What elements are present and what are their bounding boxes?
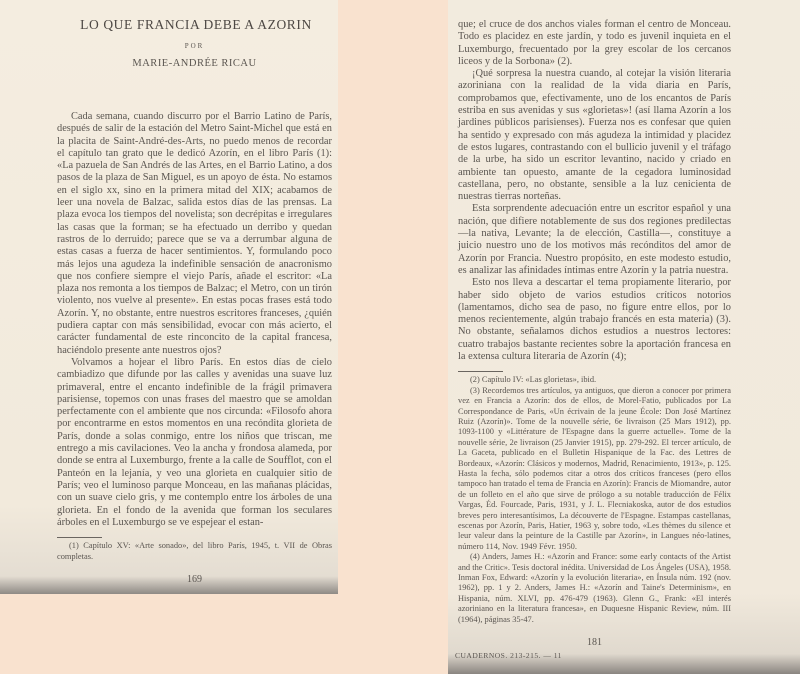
paragraph: ¡Qué sorpresa la nuestra cuando, al cotejar la visión literaria azoriniana con la realidad de la vida diaria en París, comprobamos que, efectivamente, uno de los encantos de París estriba en sus avenidas y sus «glorietas»! (así llama Azorín a los jardines públicos parisienses). Fuerza nos es confesar que quien ha sentido y expresado con más agudeza la intimidad y placidez de estos lugares, contrastando con el bullicio juvenil y el tráfago de la urbe, ha sido un escritor levantino, nacido y criado en ambiente tan opuesto, amante de la cegadora luminosidad castellana, pero, no obstante, sensible a la luz cenicienta de nuestras tierras norteñas. (458, 68, 731, 203)
footnote-rule (57, 537, 102, 538)
footnote: (3) Recordemos tres artículos, ya antiguos, que dieron a conocer por primera vez en Francia a Azorín: dos de ellos, de Morel-Fatio, publicados por La Correspondance de Paris, «Un écrivain de la jeune École: Don José Martínez Ruiz (Azorín)». Tome de la nouvelle série, 6e livraison (25 Mars 1912), pp. 1093-1100 y «Littérature de l'Espagne dans la guerre actuelle». Tome de la nouvelle série, 2e livraison (25 Janvier 1915), pp. 279-292. El tercer artículo, de La Gaceta, publicado en el Bulletin Hispanique de la Fac. des Lettres de Bordeaux, «Azorín: Clásicos y modernos, Madrid, Renacimiento, 1913», p. 125. Hasta la fecha, sólo podemos citar a otros dos críticos franceses (pero ellos tampoco han tratado el tema de Francia en Azorín): Francis de Miomandre, autor de un folleto en el año que sirve de prólogo a su notable traducción de Félix Vargas, Éd. Fourcade, Paris, 1931, y J. L. Flecniakoska, autor de dos estudios breves pero interesantísimos, La découverte de l'Espagne. Estampas castellanas, escenas por Azorín, Paris, Hatier, 1963 y, sobre todo, «Les thèmes du silence et leur valeur dans la peinture de la Castille par Azorín», in Langues néo-latines, número 114, Nov. 1949 Févr. 1950. (458, 385, 731, 551)
article-author: MARIE-ANDRÉE RICAU (132, 58, 257, 69)
right-body-text (458, 19, 731, 363)
printer-signature: CUADERNOS. 213-215. — 11 (455, 651, 562, 661)
footnote: (2) Capítulo IV: «Las glorietas», ibid. (470, 375, 597, 385)
page-number-left: 169 (187, 573, 202, 585)
left-page (0, 0, 338, 594)
right-footnotes (458, 375, 731, 625)
paragraph: que; el cruce de dos anchos viales forman el centro de Monceau. Todo es placidez en este jardín, y todo es juvenil inquieta en el Luxemburgo, frecuentado por la grey escolar de los cercanos liceos y de la Sorbona» (2). (458, 19, 731, 67)
footnote: (4) Anders, James H.: «Azorín and France: some early contacts of the Artist and the Critic». Tesis doctoral inédita. Universidad de Los Ángeles (USA), 1958. Inman Fox, Edward: «Azorín y la evolución literaria», en Ínsula núm. 192 (nov. 1962), pp. 1 y 2. Anders, James H.: «Azorín and Taine's Determinism», en Hispania, núm. XLVI, pp. 476-479 (1963). Glenn G., Frank: «El interés azoriniano en la literatura francesa», en Duquesne Hispanic Review, núm. III (1964), páginas 35-47. (458, 552, 731, 624)
article-title: LO QUE FRANCIA DEBE A AZORIN (80, 17, 312, 32)
paragraph: Esta sorprendente adecuación entre un escritor español y una nación, que difiere notablemente de sus dos regiones predilectas —la nativa, Levante; la de elección, Castilla—, constituye a juicio nuestro uno de los motivos más recónditos del amor de Azorín por Francia. Nuestro propósito, en este modesto estudio, es analizar las afinidades íntimas entre Azorín y la patria nuestra. (458, 203, 731, 276)
left-footnotes (57, 541, 332, 562)
left-body-text (57, 111, 332, 529)
paragraph: Cada semana, cuando discurro por el Barrio Latino de París, después de salir de la estación del Metro Saint-Michel que está en la placita de Saint-André-des-Arts, no puedo menos de recordar el capítulo tan grato que le dedicó Azorín, en el libro París (1): «La pazuela de San Andrés de las Artes, en el Barrio Latino, a dos pasos de la plaza de San Miguel, es un apoyo de ésta. No estamos en el siglo xx, sino en la primera mitad del XIX; acabamos de leer una novela de Balzac, salida estos días de las prensas. La plaza evoca los tiempos del novelista; son decrépitas e irregulares las casas que la forman; se ha efectuado un derribo y quedan rastros de lo derruido; parece que se va a derrumbar alguna de estas casas a fuerza de hacer sentimientos. Y, formulando poco más lejos una agudeza la indefinible sensación de anacronismo que nos confiere siempre el viejo París, añade el escritor: «La plaza nos remonta a los tiempos de Balzac; el Metro, con un tirón violento, nos vuelve al presente». En estas pocas frases está todo Azorín. Y, no obstante, entre nuestros escritores franceses, ¿quién pudiera captar con más sensibilidad, evocar con más acierto, el carácter fundamental de este rinconcito de la capital francesa, haciéndolo presente ante nuestros ojos? (57, 111, 332, 356)
page-number-right: 181 (587, 637, 602, 649)
paragraph: Esto nos lleva a descartar el tema propiamente literario, por haber sido objeto de varios estudios críticos notorios (lamentamos, dicho sea de paso, no figure entre ellos, por lo menos recientemente, algún trabajo francés en esta materia) (3). No obstante, señalamos dichos estudios a nuestros lectores: cuatro trabajos bastante recientes sobre la aportación francesa en la extensa cultura literaria de Azorín (4); (458, 277, 731, 363)
footnote-rule (458, 371, 503, 372)
paragraph: Volvamos a hojear el libro París. En estos días de cielo cambiadizo que difunde por las calles y avenidas una suave luz primaveral, entre el encanto indefinible de la frágil primavera parisiense, topemos con unas frases del maestro que se amoldan perfectamente con el ambiente que nos circunda: «Filosofo ahora por encontrarme en estos momentos en una recóndita glorieta de París, donde a solas conmigo, entre los niños que triscan, me entrego a mis cavilaciones. Veo la ancha y frondosa alameda, por donde se entra al Luxemburgo, frente a la calle de Soufflot, con el Panteón en la lejanía, y veo una glorieta en cualquier sitio de París; veo el luminoso parque Monceau, en las mañanas plácidas, con un suave cielo gris, y me contemplo entre los árboles de una glorieta. En el fondo de la avenida que forman los seculares árboles en el Luxemburgo se ve espejear el estan- (57, 356, 332, 528)
right-page (448, 0, 800, 674)
footnote: (1) Capítulo XV: «Arte sonado», del libro París, 1945, t. VII de Obras completas. (57, 541, 332, 561)
byline-por: POR (184, 42, 205, 50)
